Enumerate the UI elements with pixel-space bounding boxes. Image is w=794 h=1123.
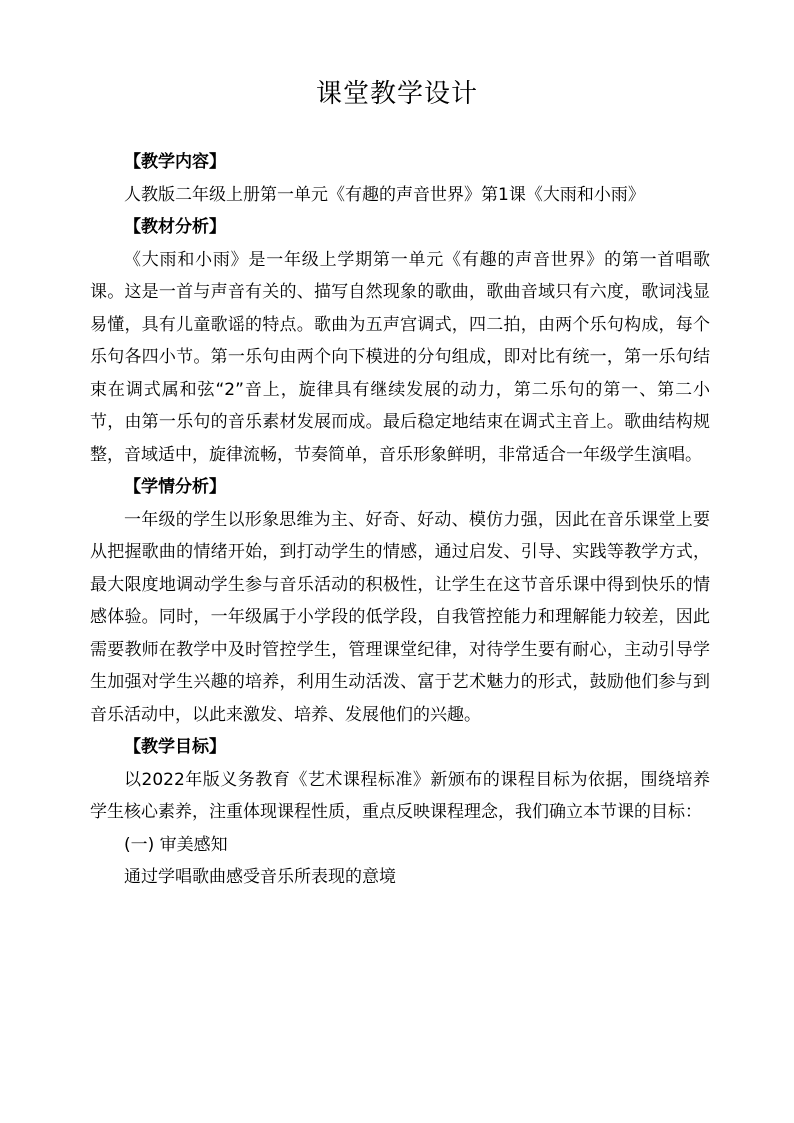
section-heading-student-analysis: 【学情分析】	[124, 477, 226, 497]
document-body	[90, 146, 710, 894]
goal-sub-text: 通过学唱歌曲感受音乐所表现的意境	[124, 867, 396, 887]
section-heading-teaching-content: 【教学内容】	[124, 152, 226, 172]
goal-sub-heading: (一) 审美感知	[124, 834, 228, 855]
student-analysis-text: 一年级的学生以形象思维为主、好奇、好动、模仿力强，因此在音乐课堂上要从把握歌曲的情绪开始，到打动学生的情感，通过启发、引导、实践等教学方式，最大限度地调动学生参与音乐活动的积极性，让学生在这节音乐课中得到快乐的情感体验。同时，一年级属于小学段的低学段，自我管控能力和理解能力较差，因此需要教师在教学中及时管控学生，管理课堂纪律，对待学生要有耐心，主动引导学生加强对学生兴趣的培养，利用生动活泼、富于艺术魅力的形式，鼓励他们参与到音乐活动中，以此来激发、培养、发展他们的兴趣。	[90, 509, 710, 725]
teaching-goals-text: 以2022年版义务教育《艺术课程标准》新颁布的课程目标为依据，围绕培养学生核心素养，注重体现课程性质，重点反映课程理念，我们确立本节课的目标：	[90, 769, 710, 822]
teaching-content-text: 人教版二年级上册第一单元《有趣的声音世界》第1课《大雨和小雨》	[124, 184, 645, 205]
section-heading-teaching-goals: 【教学目标】	[124, 737, 226, 757]
section-heading-material-analysis: 【教材分析】	[124, 217, 226, 237]
material-analysis-text: 《大雨和小雨》是一年级上学期第一单元《有趣的声音世界》的第一首唱歌课。这是一首与声音有关的、描写自然现象的歌曲，歌曲音域只有六度，歌词浅显易懂，具有儿童歌谣的特点。歌曲为五声宫调式，四二拍，由两个乐句构成，每个乐句各四小节。第一乐句由两个向下模进的分句组成，即对比有统一，第一乐句结束在调式属和弦“2”音上，旋律具有继续发展的动力，第二乐句的第一、第二小节，由第一乐句的音乐素材发展而成。最后稳定地结束在调式主音上。歌曲结构规整，音域适中，旋律流畅，节奏简单，音乐形象鲜明，非常适合一年级学生演唱。	[90, 249, 710, 465]
page-title: 课堂教学设计	[315, 79, 478, 109]
